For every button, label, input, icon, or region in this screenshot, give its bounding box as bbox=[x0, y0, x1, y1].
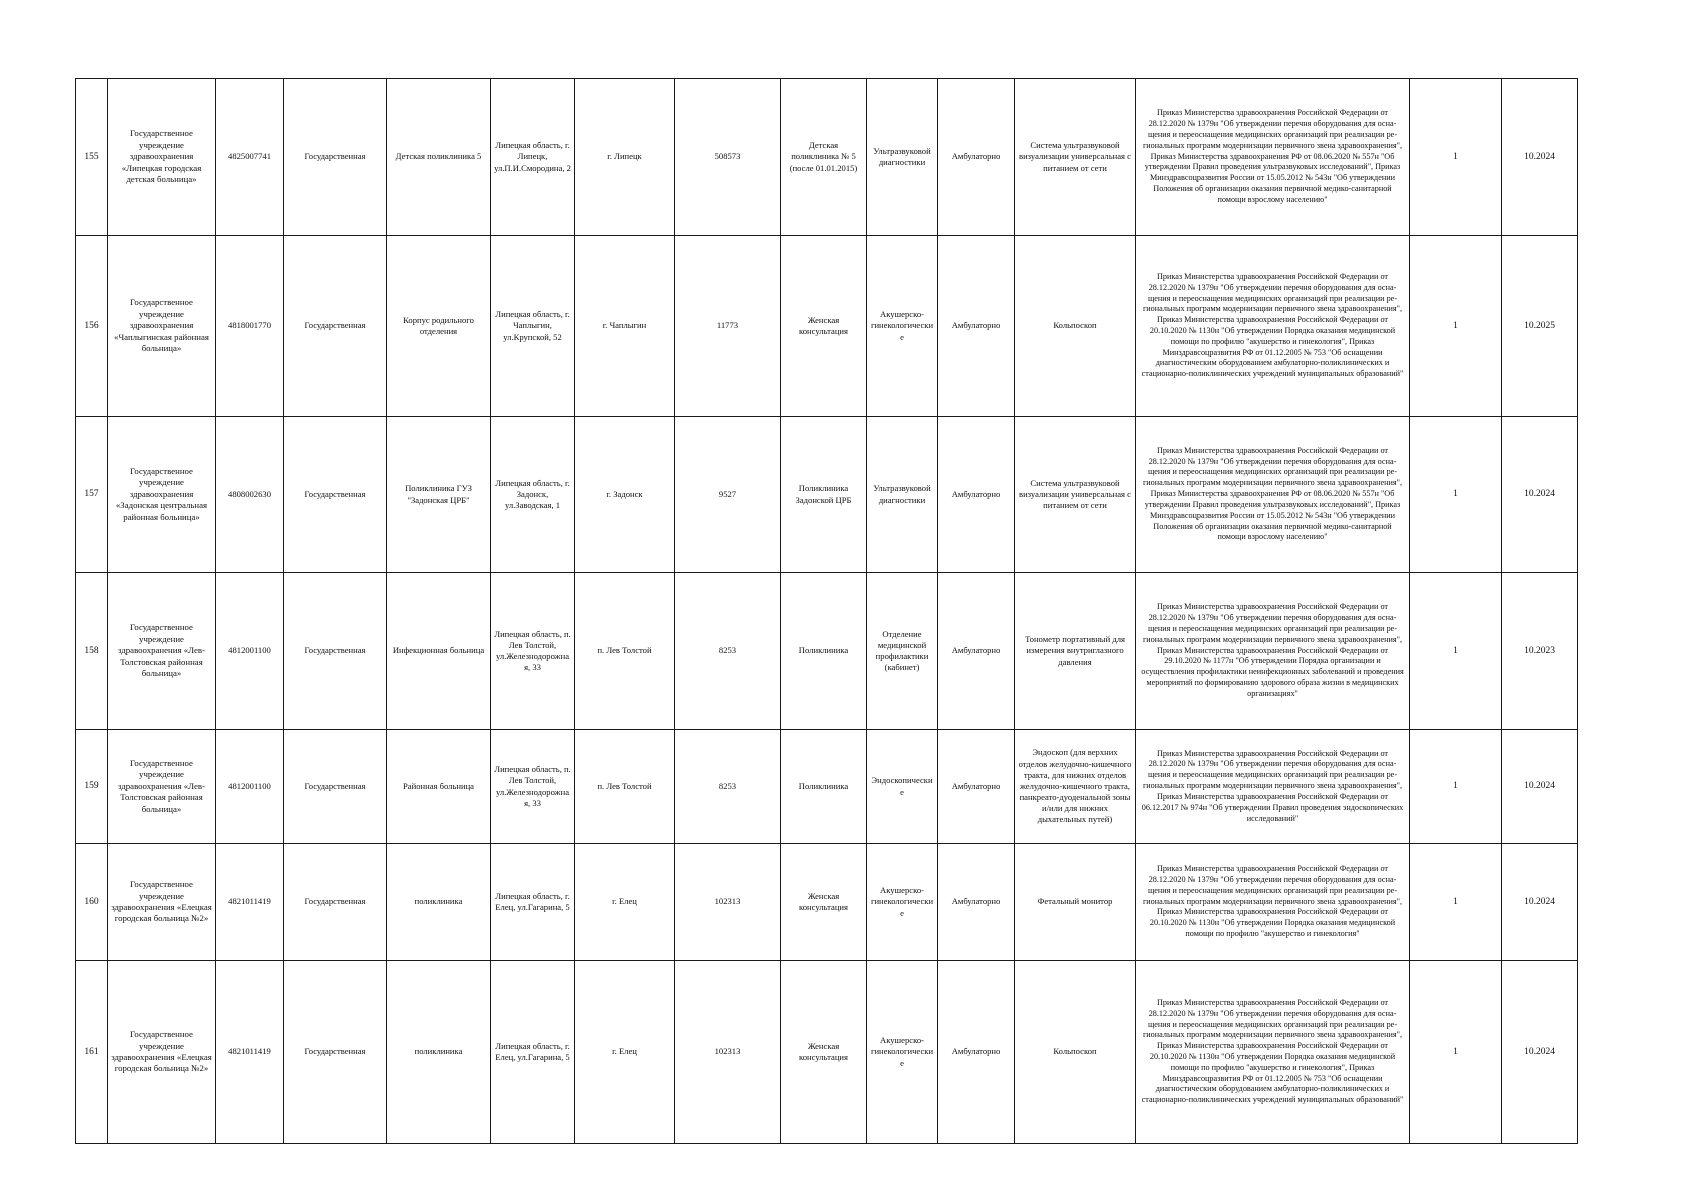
cell-locality: г. Елец bbox=[575, 844, 675, 961]
table-row bbox=[76, 844, 1578, 961]
cell-locality: г. Чаплыгин bbox=[575, 236, 675, 417]
cell-date: 10.2025 bbox=[1502, 236, 1578, 417]
cell-subdivision: Поликлиника bbox=[781, 730, 867, 844]
cell-equipment: Кольпоскоп bbox=[1015, 236, 1136, 417]
cell-qty: 1 bbox=[1410, 417, 1502, 573]
cell-qty: 1 bbox=[1410, 961, 1502, 1144]
cell-form: Государственная bbox=[284, 844, 387, 961]
cell-date: 10.2024 bbox=[1502, 417, 1578, 573]
cell-org: Государственное учреждение здравоохранения «Елецкая городская больница №2» bbox=[108, 844, 216, 961]
cell-locality: п. Лев Толстой bbox=[575, 573, 675, 730]
cell-care: Амбулаторно bbox=[938, 79, 1015, 236]
cell-address: Липецкая область, г. Задонск, ул.Заводская, 1 bbox=[491, 417, 575, 573]
cell-care: Амбулаторно bbox=[938, 573, 1015, 730]
table-row bbox=[76, 236, 1578, 417]
cell-address: Липецкая область, п. Лев Толстой, ул.Железнодорожная, 33 bbox=[491, 573, 575, 730]
cell-date: 10.2024 bbox=[1502, 844, 1578, 961]
cell-inn: 4818001770 bbox=[216, 236, 284, 417]
cell-equipment: Фетальный монитор bbox=[1015, 844, 1136, 961]
cell-department: Ультразвуковой диагностики bbox=[867, 417, 938, 573]
cell-subdivision: Женская консультация bbox=[781, 236, 867, 417]
cell-care: Амбулаторно bbox=[938, 730, 1015, 844]
cell-department: Акушерско-гинекологические bbox=[867, 961, 938, 1144]
cell-department: Акушерско-гинекологические bbox=[867, 236, 938, 417]
cell-address: Липецкая область, г. Липецк, ул.П.И.Смородина, 2 bbox=[491, 79, 575, 236]
cell-org: Государственное учреждение здравоохранения «Лев-Толстовская районная больница» bbox=[108, 573, 216, 730]
cell-equipment: Тонометр портативный для измерения внутриглазного давления bbox=[1015, 573, 1136, 730]
cell-num: 159 bbox=[76, 730, 108, 844]
cell-form: Государственная bbox=[284, 730, 387, 844]
cell-num: 158 bbox=[76, 573, 108, 730]
cell-qty: 1 bbox=[1410, 573, 1502, 730]
cell-form: Государственная bbox=[284, 417, 387, 573]
cell-department: Акушерско-гинекологические bbox=[867, 844, 938, 961]
cell-basis: Приказ Министерства здравоохранения Российской Федерации от 28.12.2020 № 1379н "Об утверждении перечня оборудования для осна-щения и переоснащения медицинских организаций при реализации ре-гиональных программ модернизации первичного звена здравоохранения", Приказ Министерства здравоохранения РФ от 08.06.2020 № 557н "Об утверждении Правил проведения ультразвуковых исследований", Приказ Минздравсоцразвития России от 15.05.2012 № 543н "Об утверждении Положения об организации оказания первичной медико-санитарной помощи взрослому населению" bbox=[1136, 79, 1410, 236]
cell-inn: 4825007741 bbox=[216, 79, 284, 236]
cell-equipment: Эндоскоп (для верхних отделов желудочно-кишечного тракта, для нижних отделов желудочно-кишечного тракта, панкреато-дуоденальной зоны и/или для нижних дыхательных путей) bbox=[1015, 730, 1136, 844]
cell-form: Государственная bbox=[284, 961, 387, 1144]
cell-date: 10.2024 bbox=[1502, 961, 1578, 1144]
cell-equipment: Кольпоскоп bbox=[1015, 961, 1136, 1144]
cell-form: Государственная bbox=[284, 79, 387, 236]
cell-inn: 4808002630 bbox=[216, 417, 284, 573]
cell-unit: Поликлиника ГУЗ "Задонская ЦРБ" bbox=[387, 417, 491, 573]
cell-org: Государственное учреждение здравоохранения «Чаплыгинская районная больница» bbox=[108, 236, 216, 417]
cell-locality: г. Елец bbox=[575, 961, 675, 1144]
cell-unit: поликлиника bbox=[387, 844, 491, 961]
cell-subdivision: Женская консультация bbox=[781, 961, 867, 1144]
cell-population: 102313 bbox=[675, 844, 781, 961]
cell-subdivision: Поликлиника Задонской ЦРБ bbox=[781, 417, 867, 573]
cell-basis: Приказ Министерства здравоохранения Российской Федерации от 28.12.2020 № 1379н "Об утверждении перечня оборудования для осна-щения и переоснащения медицинских организаций при реализации ре-гиональных программ модернизации первичного звена здравоохранения", Приказ Министерства здравоохранения Российской Федерации от 29.10.2020 № 1177н "Об утверждении Порядка организации и осуществления профилактики неинфекционных заболеваний и проведения мероприятий по формированию здорового образа жизни в медицинских организациях" bbox=[1136, 573, 1410, 730]
cell-inn: 4821011419 bbox=[216, 961, 284, 1144]
cell-equipment: Система ультразвуковой визуализации универсальная с питанием от сети bbox=[1015, 417, 1136, 573]
cell-inn: 4812001100 bbox=[216, 730, 284, 844]
cell-date: 10.2024 bbox=[1502, 79, 1578, 236]
cell-org: Государственное учреждение здравоохранения «Задонская центральная районная больница» bbox=[108, 417, 216, 573]
equipment-registry-table bbox=[75, 78, 1578, 1144]
cell-date: 10.2024 bbox=[1502, 730, 1578, 844]
cell-unit: Инфекционная больница bbox=[387, 573, 491, 730]
cell-basis: Приказ Министерства здравоохранения Российской Федерации от 28.12.2020 № 1379н "Об утверждении перечня оборудования для осна-щения и переоснащения медицинских организаций при реализации ре-гиональных программ модернизации первичного звена здравоохранения", Приказ Министерства здравоохранения РФ от 08.06.2020 № 557н "Об утверждении Правил проведения ультразвуковых исследований", Приказ Минздравсоцразвития России от 15.05.2012 № 543н "Об утверждении Положения об организации оказания первичной медико-санитарной помощи взрослому населению" bbox=[1136, 417, 1410, 573]
cell-org: Государственное учреждение здравоохранения «Липецкая городская детская больница» bbox=[108, 79, 216, 236]
cell-subdivision: Женская консультация bbox=[781, 844, 867, 961]
cell-org: Государственное учреждение здравоохранения «Лев-Толстовская районная больница» bbox=[108, 730, 216, 844]
cell-address: Липецкая область, г. Елец, ул.Гагарина, 5 bbox=[491, 844, 575, 961]
cell-date: 10.2023 bbox=[1502, 573, 1578, 730]
cell-population: 11773 bbox=[675, 236, 781, 417]
cell-qty: 1 bbox=[1410, 79, 1502, 236]
cell-form: Государственная bbox=[284, 573, 387, 730]
table-row bbox=[76, 961, 1578, 1144]
cell-address: Липецкая область, п. Лев Толстой, ул.Железнодорожная, 33 bbox=[491, 730, 575, 844]
cell-department: Эндоскопические bbox=[867, 730, 938, 844]
cell-basis: Приказ Министерства здравоохранения Российской Федерации от 28.12.2020 № 1379н "Об утверждении перечня оборудования для осна-щения и переоснащения медицинских организаций при реализации ре-гиональных программ модернизации первичного звена здравоохранения", Приказ Министерства здравоохранения Российской Федерации от 20.10.2020 № 1130н "Об утверждении Порядка оказания медицинской помощи по профилю "акушерство и гинекология" bbox=[1136, 844, 1410, 961]
cell-unit: Детская поликлиника 5 bbox=[387, 79, 491, 236]
table-row bbox=[76, 730, 1578, 844]
cell-unit: Районная больница bbox=[387, 730, 491, 844]
cell-population: 8253 bbox=[675, 573, 781, 730]
cell-department: Ультразвуковой диагностики bbox=[867, 79, 938, 236]
cell-address: Липецкая область, г. Елец, ул.Гагарина, 5 bbox=[491, 961, 575, 1144]
cell-qty: 1 bbox=[1410, 844, 1502, 961]
cell-num: 160 bbox=[76, 844, 108, 961]
cell-equipment: Система ультразвуковой визуализации универсальная с питанием от сети bbox=[1015, 79, 1136, 236]
cell-inn: 4812001100 bbox=[216, 573, 284, 730]
table-row bbox=[76, 573, 1578, 730]
cell-population: 9527 bbox=[675, 417, 781, 573]
cell-population: 508573 bbox=[675, 79, 781, 236]
cell-unit: Корпус родильного отделения bbox=[387, 236, 491, 417]
cell-address: Липецкая область, г. Чаплыгин, ул.Крупской, 52 bbox=[491, 236, 575, 417]
cell-form: Государственная bbox=[284, 236, 387, 417]
cell-care: Амбулаторно bbox=[938, 844, 1015, 961]
cell-care: Амбулаторно bbox=[938, 236, 1015, 417]
cell-unit: поликлиника bbox=[387, 961, 491, 1144]
cell-care: Амбулаторно bbox=[938, 961, 1015, 1144]
table-row bbox=[76, 79, 1578, 236]
table-row bbox=[76, 417, 1578, 573]
cell-department: Отделение медицинской профилактики (кабинет) bbox=[867, 573, 938, 730]
cell-num: 161 bbox=[76, 961, 108, 1144]
cell-qty: 1 bbox=[1410, 730, 1502, 844]
cell-org: Государственное учреждение здравоохранения «Елецкая городская больница №2» bbox=[108, 961, 216, 1144]
cell-subdivision: Детская поликлиника № 5 (после 01.01.2015) bbox=[781, 79, 867, 236]
cell-population: 102313 bbox=[675, 961, 781, 1144]
cell-num: 156 bbox=[76, 236, 108, 417]
cell-population: 8253 bbox=[675, 730, 781, 844]
cell-num: 157 bbox=[76, 417, 108, 573]
cell-locality: п. Лев Толстой bbox=[575, 730, 675, 844]
cell-locality: г. Задонск bbox=[575, 417, 675, 573]
cell-care: Амбулаторно bbox=[938, 417, 1015, 573]
cell-num: 155 bbox=[76, 79, 108, 236]
cell-locality: г. Липецк bbox=[575, 79, 675, 236]
cell-basis: Приказ Министерства здравоохранения Российской Федерации от 28.12.2020 № 1379н "Об утверждении перечня оборудования для осна-щения и переоснащения медицинских организаций при реализации ре-гиональных программ модернизации первичного звена здравоохранения", Приказ Министерства здравоохранения Российской Федерации от 20.10.2020 № 1130н "Об утверждении Порядка оказания медицинской помощи по профилю "акушерство и гинекология", Приказ Минздравсоцразвития РФ от 01.12.2005 № 753 "Об оснащении диагностическим оборудованием амбулаторно-поликлинических и стационарно-поликлинических учреждений муниципальных образований" bbox=[1136, 961, 1410, 1144]
cell-basis: Приказ Министерства здравоохранения Российской Федерации от 28.12.2020 № 1379н "Об утверждении перечня оборудования для осна-щения и переоснащения медицинских организаций при реализации ре-гиональных программ модернизации первичного звена здравоохранения", Приказ Министерства здравоохранения Российской Федерации от 20.10.2020 № 1130н "Об утверждении Порядка оказания медицинской помощи по профилю "акушерство и гинекология", Приказ Минздравсоцразвития РФ от 01.12.2005 № 753 "Об оснащении диагностическим оборудованием амбулаторно-поликлинических и стационарно-поликлинических учреждений муниципальных образований" bbox=[1136, 236, 1410, 417]
cell-subdivision: Поликлиника bbox=[781, 573, 867, 730]
cell-qty: 1 bbox=[1410, 236, 1502, 417]
cell-inn: 4821011419 bbox=[216, 844, 284, 961]
cell-basis: Приказ Министерства здравоохранения Российской Федерации от 28.12.2020 № 1379н "Об утверждении перечня оборудования для осна-щения и переоснащения медицинских организаций при реализации ре-гиональных программ модернизации первичного звена здравоохранения", Приказ Министерства здравоохранения Российской Федерации от 06.12.2017 № 974н "Об утверждении Правил проведения эндоскопических исследований" bbox=[1136, 730, 1410, 844]
